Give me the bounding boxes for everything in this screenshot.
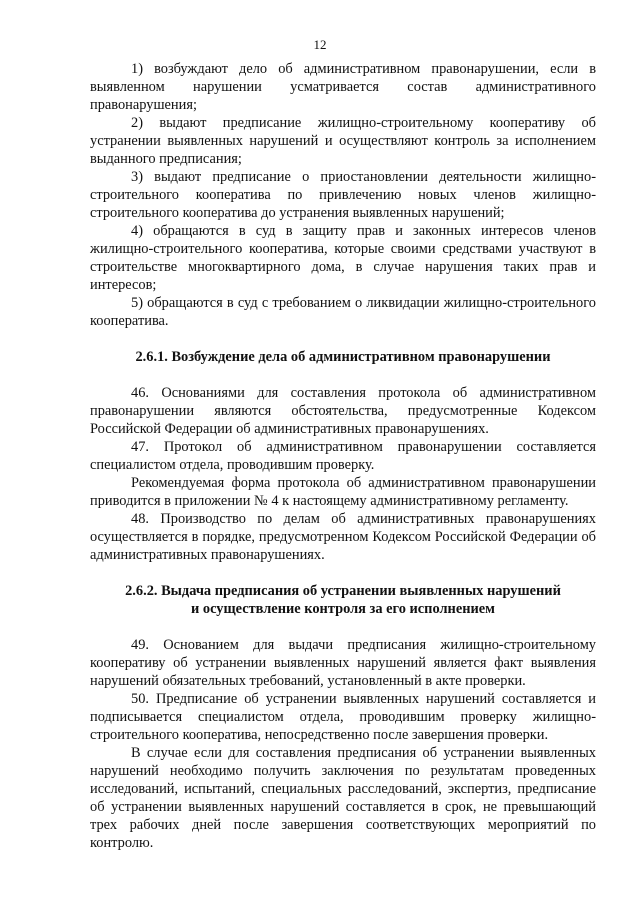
paragraph-47-form: Рекомендуемая форма протокола об административном правонарушении приводится в приложении № 4 к настоящему административному регламенту. bbox=[90, 475, 596, 509]
paragraph-46: 46. Основаниями для составления протокола об административном правонарушении являются обстоятельства, предусмотренные Кодексом Российской Федерации об административных правонарушениях. bbox=[90, 385, 596, 437]
list-item-2: 2) выдают предписание жилищно-строительному кооперативу об устранении выявленных нарушений и осуществляют контроль за исполнением выданного предписания; bbox=[90, 115, 596, 167]
list-item-5: 5) обращаются в суд с требованием о ликвидации жилищно-строительного кооператива. bbox=[90, 295, 596, 329]
list-item-4: 4) обращаются в суд в защиту прав и законных интересов членов жилищно-строительного кооператива, которые своими средствами участвуют в строительстве многоквартирного дома, в случае нарушения таких прав и интересов; bbox=[90, 223, 596, 293]
section-heading-2-6-2 bbox=[90, 582, 596, 618]
paragraph-48: 48. Производство по делам об административных правонарушениях осуществляется в порядке, предусмотренном Кодексом Российской Федерации об административных правонарушениях. bbox=[90, 511, 596, 563]
section-heading-2-6-1: 2.6.1. Возбуждение дела об административном правонарушении bbox=[135, 349, 551, 365]
section-heading-2-6-2-line-2: и осуществление контроля за его исполнением bbox=[191, 601, 495, 617]
paragraph-47: 47. Протокол об административном правонарушении составляется специалистом отдела, проводившим проверку. bbox=[90, 439, 596, 473]
list-item-3: 3) выдают предписание о приостановлении деятельности жилищно-строительного кооператива по привлечению новых членов жилищно-строительного кооператива до устранения выявленных нарушений; bbox=[90, 169, 596, 221]
section-heading-2-6-2-line-1: 2.6.2. Выдача предписания об устранении выявленных нарушений bbox=[125, 583, 561, 599]
list-item-1: 1) возбуждают дело об административном правонарушении, если в выявленном нарушении усматривается состав административного правонарушения; bbox=[90, 61, 596, 113]
paragraph-50-deadline: В случае если для составления предписания об устранении выявленных нарушений необходимо получить заключения по результатам проведенных исследований, испытаний, специальных расследований, экспертиз, предписание об устранении выявленных нарушений составляется в срок, не превышающий трех рабочих дней после завершения соответствующих мероприятий по контролю. bbox=[90, 745, 596, 851]
document-body bbox=[90, 60, 596, 852]
paragraph-50: 50. Предписание об устранении выявленных нарушений составляется и подписывается специалистом отдела, проводившим проверку жилищно-строительного кооператива, непосредственно после завершения проверки. bbox=[90, 691, 596, 743]
page-number: 12 bbox=[313, 37, 327, 52]
paragraph-49: 49. Основанием для выдачи предписания жилищно-строительному кооперативу об устранении выявленных нарушений является факт выявления нарушений обязательных требований, установленный в акте проверки. bbox=[90, 637, 596, 689]
